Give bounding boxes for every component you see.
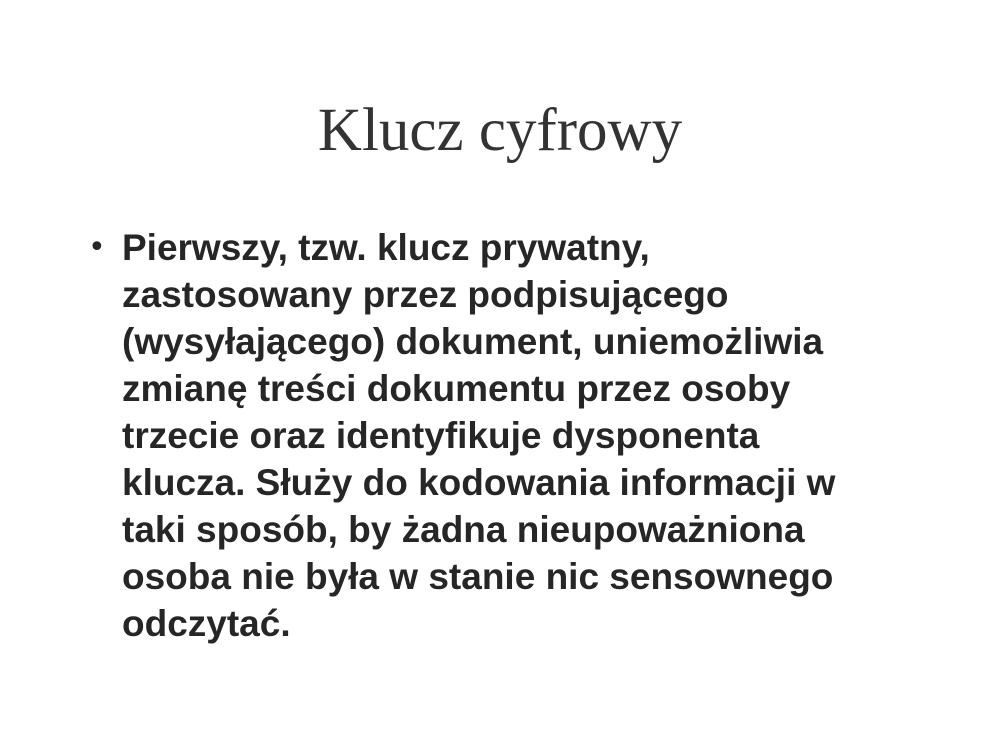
- bullet-text-line: Pierwszy, tzw. klucz prywatny,: [122, 227, 650, 268]
- bullet-marker: •: [88, 230, 106, 265]
- bullet-text-line: zmianę treści dokumentu przez osoby: [122, 368, 791, 409]
- bullet-item: [88, 224, 968, 647]
- bullet-text-line: taki sposób, by żadna nieupoważniona: [122, 509, 805, 550]
- bullet-text: [122, 224, 968, 647]
- bullet-text-line: (wysyłającego) dokument, uniemożliwia: [122, 321, 824, 362]
- slide-title: Klucz cyfrowy: [317, 97, 683, 164]
- bullet-text-line: osoba nie była w stanie nic sensownego: [122, 556, 834, 597]
- bullet-text-line: klucza. Służy do kodowania informacji w: [122, 462, 836, 503]
- bullet-text-line: trzecie oraz identyfikuje dysponenta: [122, 415, 760, 456]
- bullet-text-line: odczytać.: [122, 603, 291, 644]
- bullet-text-line: zastosowany przez podpisującego: [122, 274, 729, 315]
